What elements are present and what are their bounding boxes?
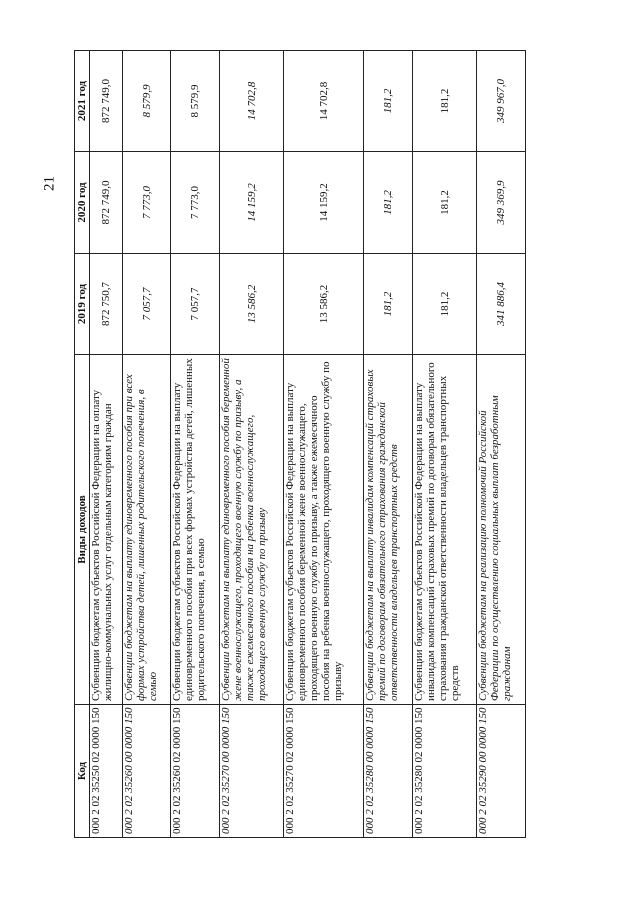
row-description: Субвенции бюджетам субъектов Российской Федерации на выплату инвалидам компенсаций страховых премий по договорам обязательного страхования гражданской ответственности владельцев транспортных средств [413, 355, 477, 705]
table-row [284, 51, 364, 838]
row-value-2020: 7 773,0 [122, 152, 171, 254]
header-2021: 2021 год [75, 51, 90, 152]
row-code: 000 2 02 35280 00 0000 150 [364, 705, 413, 838]
row-description: Субвенции бюджетам на выплату единовременного пособия при всех формах устройства детей, лишенных родительского попечения, в семью [122, 355, 171, 705]
row-value-2020: 181,2 [413, 152, 477, 254]
row-code: 000 2 02 35290 00 0000 150 [477, 705, 526, 838]
rotated-table-container [74, 51, 526, 838]
row-code: 000 2 02 35260 00 0000 150 [122, 705, 171, 838]
row-value-2020: 872 749,0 [90, 152, 123, 254]
row-value-2021: 181,2 [364, 51, 413, 152]
table-header-row [75, 51, 90, 838]
row-code: 000 2 02 35270 00 0000 150 [219, 705, 283, 838]
table-row [413, 51, 477, 838]
row-code: 000 2 02 35260 02 0000 150 [171, 705, 220, 838]
row-value-2019: 181,2 [364, 254, 413, 355]
table-row [364, 51, 413, 838]
row-description: Субвенции бюджетам на выплату инвалидам компенсаций страховых премий по договорам обязательного страхования гражданской ответственности владельцев транспортных средств [364, 355, 413, 705]
header-2019: 2019 год [75, 254, 90, 355]
row-value-2019: 872 750,7 [90, 254, 123, 355]
row-description: Субвенции бюджетам на выплату единовременного пособия беременной жене военнослужащего, проходящего военную службу по призыву, а также ежемесячного пособия на ребенка военнослужащего, проходящего военную службу по призыву [219, 355, 283, 705]
row-value-2019: 341 886,4 [477, 254, 526, 355]
row-description: Субвенции бюджетам на реализацию полномочий Российской Федерации по осуществлению социальных выплат безработным гражданам [477, 355, 526, 705]
row-value-2019: 181,2 [413, 254, 477, 355]
row-value-2019: 13 586,2 [219, 254, 283, 355]
row-code: 000 2 02 35270 02 0000 150 [284, 705, 364, 838]
row-value-2021: 872 749,0 [90, 51, 123, 152]
row-value-2019: 7 057,7 [122, 254, 171, 355]
row-value-2021: 349 967,0 [477, 51, 526, 152]
row-value-2021: 181,2 [413, 51, 477, 152]
header-2020: 2020 год [75, 152, 90, 254]
row-description: Субвенции бюджетам субъектов Российской Федерации на выплату единовременного пособия беременной жене военнослужащего, проходящего военную службу по призыву, а также ежемесячного пособия на ребенка военнослужащего, проходящего военную службу по призыву [284, 355, 364, 705]
row-code: 000 2 02 35250 02 0000 150 [90, 705, 123, 838]
row-value-2019: 13 586,2 [284, 254, 364, 355]
row-value-2020: 14 159,2 [219, 152, 283, 254]
table-row [477, 51, 526, 838]
row-description: Субвенции бюджетам субъектов Российской Федерации на выплату единовременного пособия при всех формах устройства детей, лишенных родительского попечения, в семью [171, 355, 220, 705]
table-row [219, 51, 283, 838]
revenue-table [74, 50, 526, 838]
header-code: Код [75, 705, 90, 838]
row-value-2020: 181,2 [364, 152, 413, 254]
row-value-2021: 14 702,8 [284, 51, 364, 152]
row-value-2020: 14 159,2 [284, 152, 364, 254]
header-revenue-type: Виды доходов [75, 355, 90, 705]
row-value-2021: 14 702,8 [219, 51, 283, 152]
page-number: 21 [41, 176, 58, 191]
table-row [122, 51, 171, 838]
row-value-2020: 349 369,9 [477, 152, 526, 254]
row-value-2020: 7 773,0 [171, 152, 220, 254]
row-value-2019: 7 057,7 [171, 254, 220, 355]
row-value-2021: 8 579,9 [122, 51, 171, 152]
row-description: Субвенции бюджетам субъектов Российской Федерации на оплату жилищно-коммунальных услуг отдельным категориям граждан [90, 355, 123, 705]
row-value-2021: 8 579,9 [171, 51, 220, 152]
table-row [171, 51, 220, 838]
table-row [90, 51, 123, 838]
row-code: 000 2 02 35280 02 0000 150 [413, 705, 477, 838]
